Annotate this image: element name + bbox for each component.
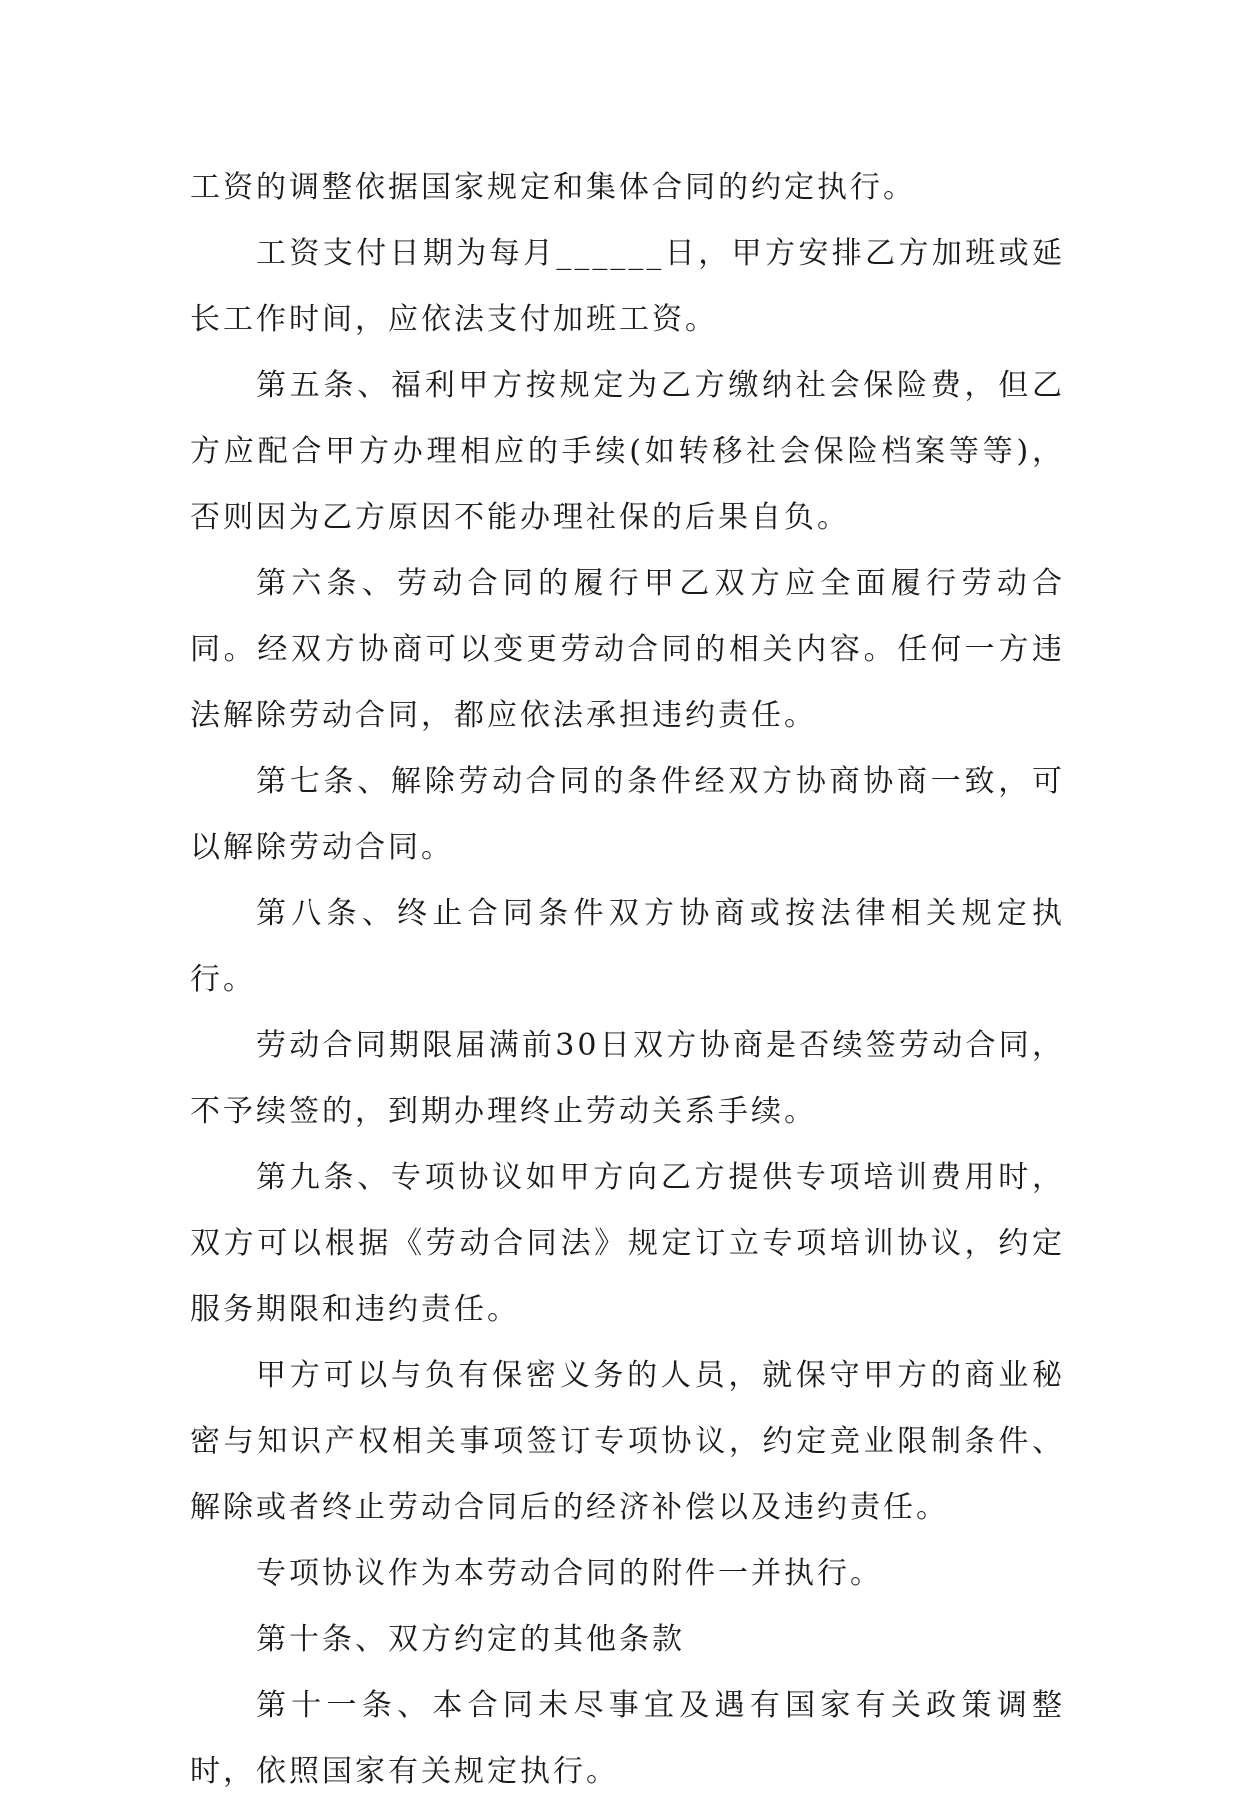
paragraph-article-6-performance: 第六条、劳动合同的履行甲乙双方应全面履行劳动合同。经双方协商可以变更劳动合同的相关内容。任何一方违法解除劳动合同，都应依法承担违约责任。 <box>190 566 1065 733</box>
paragraph-annex: 专项协议作为本劳动合同的附件一并执行。 <box>256 1556 883 1591</box>
paragraph-article-8-end-conditions: 第八条、终止合同条件双方协商或按法律相关规定执行。 <box>190 896 1065 997</box>
paragraph-contract-renewal: 劳动合同期限届满前30日双方协商是否续签劳动合同，不予续签的，到期办理终止劳动关系手续。 <box>190 1028 1065 1129</box>
paragraph-article-11-supplementary: 第十一条、本合同未尽事宜及遇有国家有关政策调整时，依照国家有关规定执行。 <box>190 1688 1065 1789</box>
paragraph-wage-adjustment: 工资的调整依据国家规定和集体合同的约定执行。 <box>190 170 916 205</box>
document-body <box>190 155 1065 1805</box>
paragraph-wage-payment-date: 工资支付日期为每月______日，甲方安排乙方加班或延长工作时间，应依法支付加班工资。 <box>190 236 1065 337</box>
paragraph-article-5-welfare: 第五条、福利甲方按规定为乙方缴纳社会保险费，但乙方应配合甲方办理相应的手续(如转移社会保险档案等等)，否则因为乙方原因不能办理社保的后果自负。 <box>190 368 1065 535</box>
paragraph-article-7-termination-conditions: 第七条、解除劳动合同的条件经双方协商协商一致，可以解除劳动合同。 <box>190 764 1065 865</box>
paragraph-confidentiality: 甲方可以与负有保密义务的人员，就保守甲方的商业秘密与知识产权相关事项签订专项协议，约定竞业限制条件、解除或者终止劳动合同后的经济补偿以及违约责任。 <box>190 1358 1065 1525</box>
paragraph-article-9-special-agreement: 第九条、专项协议如甲方向乙方提供专项培训费用时，双方可以根据《劳动合同法》规定订立专项培训协议，约定服务期限和违约责任。 <box>190 1160 1065 1327</box>
paragraph-article-10-other-terms: 第十条、双方约定的其他条款 <box>256 1622 685 1657</box>
